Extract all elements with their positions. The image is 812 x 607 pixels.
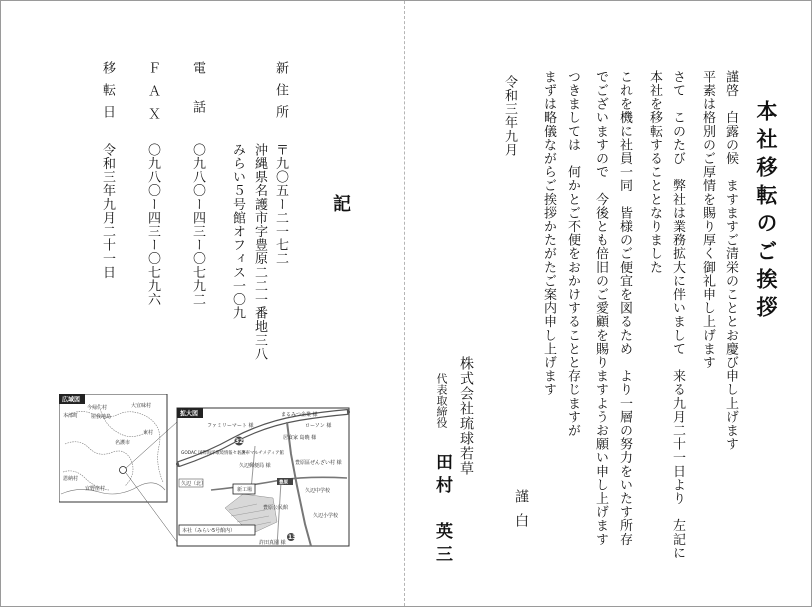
wide-place-4: 屋我地島 — [91, 414, 112, 420]
phone-label: 電 話 — [190, 61, 205, 113]
detail-place-toyohara: 豊原區ぜんざい村 様 — [295, 460, 342, 466]
location-map — [59, 394, 351, 549]
fax-number: 〇九八〇ー四三ー〇七九六 — [145, 143, 160, 307]
letter-line-4: 本社を移転することとなりました — [647, 70, 662, 274]
detail-place-lawson: ローソン 様 — [305, 423, 332, 429]
letter-line-7: つきましては 何かとご不便をおかけすることと存じますが — [565, 70, 580, 438]
address-line-2: みらい５号館オフィス一〇九 — [230, 143, 245, 320]
letter-line-6: でございますので 今後とも倍旧のご愛顧を賜りますようお願い申し上げます — [593, 70, 608, 546]
detail-place-toyohara-junction: 豊原 — [279, 480, 288, 486]
wide-place-1: 今帰仁村 — [87, 405, 108, 411]
closing-word: 謹白 — [513, 489, 529, 537]
letter-line-1: 謹啓 白露の候 ますますご清栄のこととお慶び申し上げます — [723, 70, 738, 451]
card-title: 本社移転のご挨拶 — [754, 100, 779, 324]
representative-title: 代表取締役 — [435, 373, 448, 428]
map-drawing — [59, 394, 351, 549]
move-date-value: 令和三年九月二十一日 — [100, 143, 115, 279]
wide-area-map — [59, 394, 167, 502]
move-date-label: 移転日 — [100, 61, 115, 127]
wide-place-3: 本部町 — [63, 413, 79, 419]
detail-place-kushi-post: 久辺郵便局 様 — [239, 463, 271, 469]
detail-place-head-office: 本社（みらい5号館内） — [182, 528, 236, 534]
detail-place-godac: GODAC 国際海洋環境情報センター — [181, 451, 250, 456]
wide-map-label: 広域図 — [62, 396, 81, 404]
letter-line-5: これを機に社員一同 皆様のご便宜を図るため より一層の努力をいたす所存 — [617, 70, 632, 546]
postal-code: 〒九〇五ー二一七二 — [273, 143, 288, 266]
detail-place-nago-multimedia: 名護市マルチメディア館 — [237, 451, 284, 456]
detail-place-kushi-road: 久辺（北） — [181, 481, 207, 487]
detail-map-label: 拡大図 — [180, 410, 199, 418]
detail-place-family-mart: ファミリーマート 様 — [207, 423, 254, 429]
company-name: 株式会社琉球若草 — [458, 356, 474, 476]
detail-place-kushi-junior: 久辺中学校 — [305, 488, 331, 494]
wide-place-8: 宜野座村 — [85, 486, 106, 492]
phone-number: 〇九八〇ー四三ー〇七九二 — [190, 143, 205, 307]
route-number-2: 13 — [288, 534, 297, 541]
detail-place-new-factory: 新工場 — [237, 487, 253, 493]
wide-place-7: 恩納村 — [63, 476, 79, 482]
letter-line-3: さて このたび 弊社は業務拡大に伴いまして 来る九月二十一日より 左記に — [670, 70, 685, 560]
detail-map — [177, 408, 349, 546]
address-label: 新住所 — [273, 61, 288, 127]
detail-place-kushi-elementary: 久辺小学校 — [313, 513, 339, 519]
fold-line — [404, 1, 405, 606]
letter-line-8: まずは略儀ながらご挨拶かたがたご案内申し上げます — [541, 70, 556, 397]
route-number: 329 — [235, 438, 248, 445]
wide-place-6: 名護市 — [115, 440, 131, 446]
detail-place-izakaya: 居食家 島暁 様 — [283, 435, 317, 441]
detail-place-marumitsu: まるみつ企業 様 — [281, 412, 318, 418]
wide-place-5: 東村 — [143, 430, 154, 436]
letter-line-2: 平素は格別のご厚情を賜り厚く御礼申し上げます — [700, 70, 715, 370]
details-heading: 記 — [330, 194, 351, 212]
representative-name: 田村 英三 — [432, 453, 452, 568]
detail-place-hall: 許田真園 様 — [259, 540, 286, 546]
letter-date: 令和三年九月 — [502, 75, 517, 157]
detail-place-shoreline-park: 豊原公民館 — [263, 505, 289, 511]
fax-label: ＦＡＸ — [145, 61, 160, 130]
address-line-1: 沖縄県名護市字豊原二二一番地三八 — [252, 143, 267, 361]
wide-place-2: 大宜味村 — [131, 403, 152, 409]
